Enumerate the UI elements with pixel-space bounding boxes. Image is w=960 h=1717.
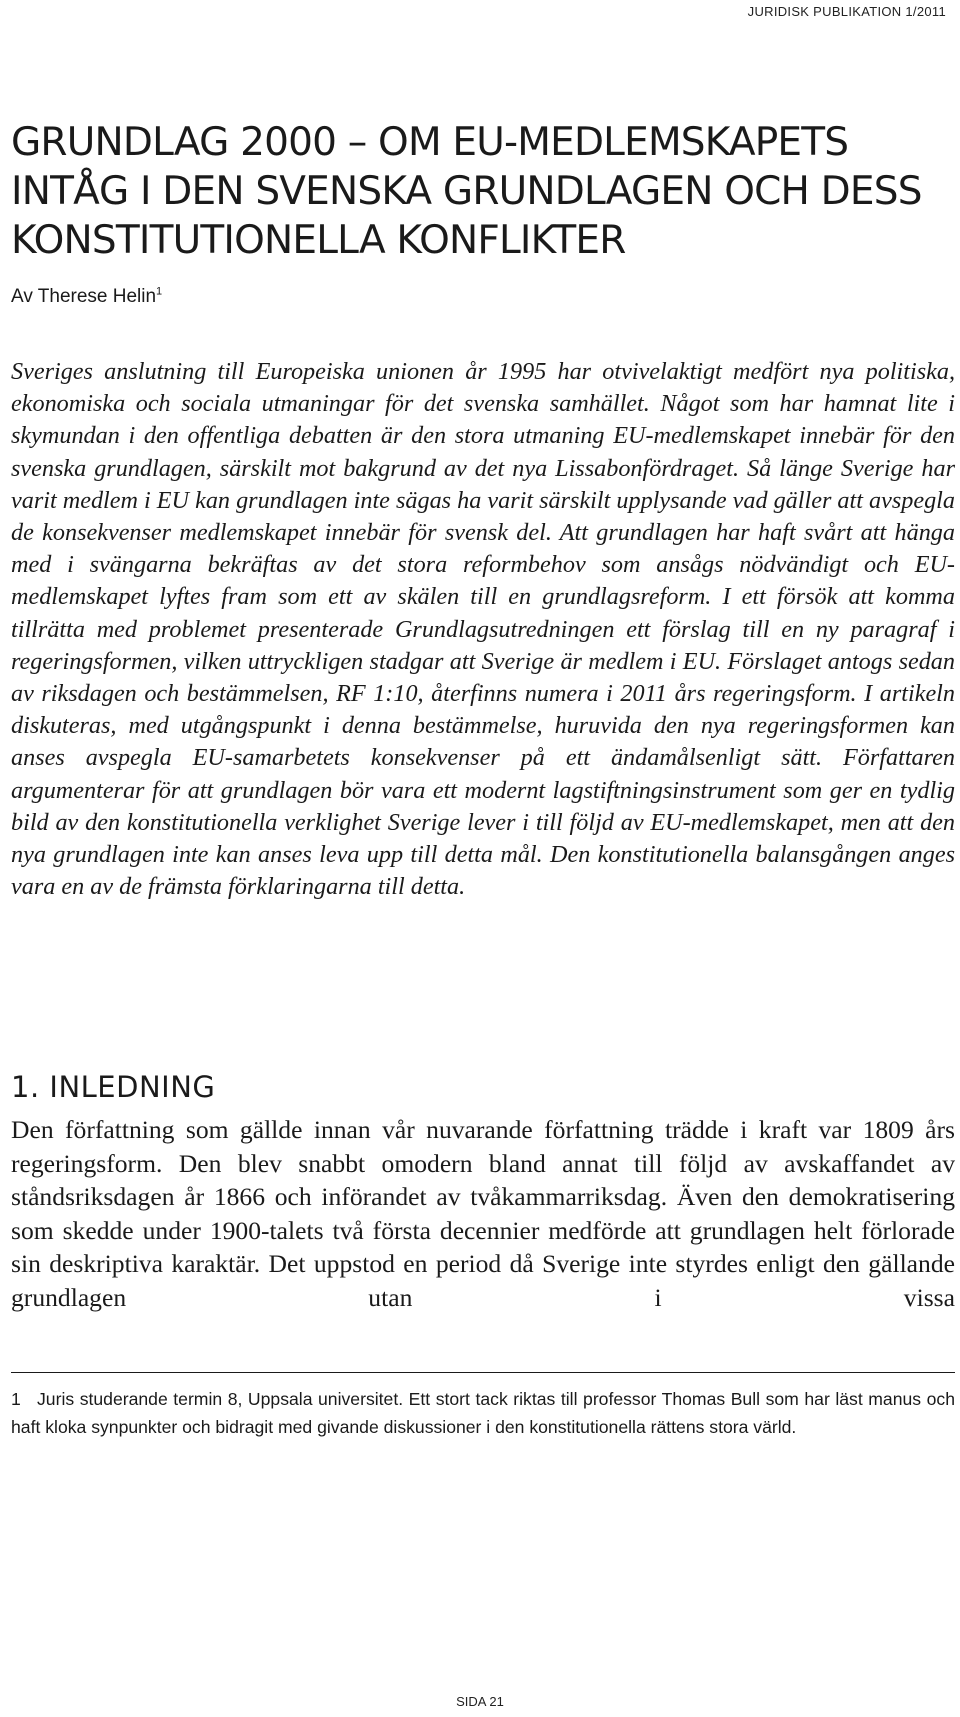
section-body: Den författning som gällde innan vår nuvarande författning trädde i kraft var 1809 års regeringsform. Den blev snabbt omodern bland annat till följd av avskaffandet av ståndsriksdagen år 1866 och införandet av tvåkammarriksdag. Även den demokratisering som skedde under 1900-talets två första decennier medförde att grundlagen helt förlorade sin deskriptiva karaktär. Det uppstod en period då Sverige inte styrdes enligt den gällande grundlagen utan i vissa	[11, 1115, 955, 1312]
footnote-reference[interactable]: 1	[156, 285, 163, 298]
footnote	[11, 1385, 955, 1441]
author-line	[11, 286, 162, 308]
running-head: JURIDISK PUBLIKATION 1/2011	[747, 4, 946, 19]
footnote-divider	[11, 1372, 955, 1373]
article-title: GRUNDLAG 2000 – OM EU-MEDLEMSKAPETS INTÅG I DEN SVENSKA GRUNDLAGEN OCH DESS KONSTITUTIONELLA KONFLIKTER	[11, 120, 922, 263]
abstract: Sveriges anslutning till Europeiska unionen år 1995 har otvivelaktigt medfört nya politiska, ekonomiska och sociala utmaningar för det svenska samhället. Något som har hamnat lite i skymundan i den offentliga debatten är den stora utmaning EU-medlemskapet innebär för den svenska grundlagen, särskilt mot bakgrund av det nya Lissabonfördraget. Så länge Sverige har varit medlem i EU kan grundlagen inte sägas ha varit särskilt upplysande vad gäller att avspegla de konsekvenser medlemskapet innebär för svensk del. Att grundlagen har haft svårt att hänga med i svängarna bekräftas av det stora reformbehov som ansågs nödvändigt och EU-medlemskapet lyftes fram som ett av skälen till en grundlagsreform. I ett försök att komma tillrätta med problemet presenterade Grundlagsutredningen ett förslag till en ny paragraf i regeringsformen, vilken uttryckligen stadgar att Sverige är medlem i EU. Förslaget antogs sedan av riksdagen och bestämmelsen, RF 1:10, återfinns numera i 2011 års regeringsform. I artikeln diskuteras, med utgångspunkt i denna bestämmelse, huruvida den nya regeringsformen kan anses avspegla EU-samarbetets konsekvenser på ett ändamålsenligt sätt. Författaren argumenterar för att grundlagen bör vara ett modernt lagstiftningsinstrument som ger en tydlig bild av den konstitutionella verklighet Sverige lever i till följd av EU-medlemskapet, men att den nya grundlagen inte kan anses leva upp till detta mål. Den konstitutionella balansgången anges vara en av de främsta förklaringarna till detta.	[11, 358, 955, 901]
section-heading: 1. INLEDNING	[11, 1070, 216, 1104]
author-name: Av Therese Helin	[11, 286, 157, 307]
footnote-text: Juris studerande termin 8, Uppsala universitet. Ett stort tack riktas till professor Thomas Bull som har läst manus och haft kloka synpunkter och bidragit med givande diskussioner i den konstitutionella rättens stora värld.	[11, 1389, 955, 1437]
page-number: SIDA 21	[456, 1694, 504, 1709]
footnote-number: 1	[11, 1389, 21, 1409]
